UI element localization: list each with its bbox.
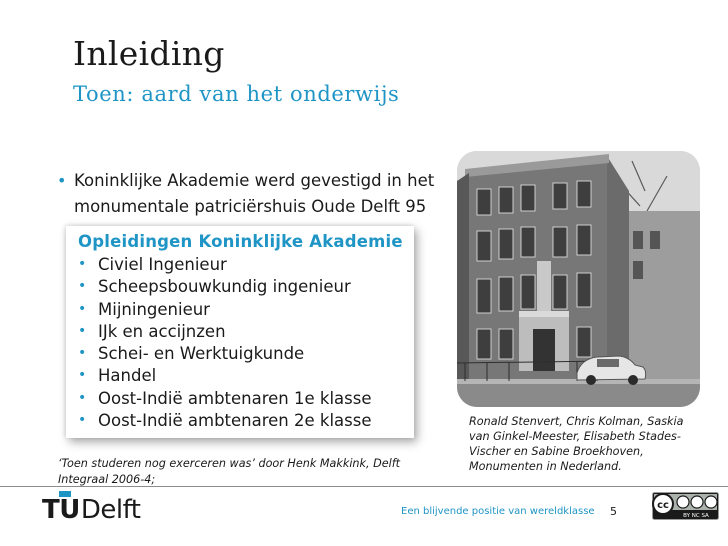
list-item-label: Schei- en Werktuigkunde [98, 344, 305, 364]
bullet-text: Koninklijke Akademie werd gevestigd in het monumentale patriciërshuis Oude Delft 95 [74, 171, 435, 216]
page-number: 5 [610, 505, 617, 518]
bullet-point [57, 168, 437, 220]
programs-list [74, 254, 372, 432]
license-badge-text: BY NC SA [683, 513, 709, 519]
source-quote: ‘Toen studeren nog exerceren was’ door Henk Makkink, Delft Integraal 2006-4; [58, 457, 401, 486]
bullet-dot-icon: • [78, 300, 87, 317]
bullet-dot-icon: • [78, 345, 87, 362]
list-item [74, 343, 372, 365]
list-item [74, 254, 372, 276]
logo-delft: Delft [80, 495, 141, 525]
bullet-dot-icon: • [78, 322, 87, 339]
list-item [74, 299, 372, 321]
list-item [74, 365, 372, 387]
bullet-dot-icon: • [78, 367, 87, 384]
list-item-label: Scheepsbouwkundig ingenieur [98, 277, 351, 297]
list-item [74, 388, 372, 410]
programs-box-title: Opleidingen Koninklijke Akademie [78, 232, 403, 251]
bullet-dot-icon: • [57, 171, 67, 190]
list-item-label: Handel [98, 366, 157, 386]
list-item [74, 410, 372, 432]
photo-caption: Ronald Stenvert, Chris Kolman, Saskia van Ginkel-Meester, Elisabeth Stades-Vischer en Sabine Broekhoven, Monumenten in Nederland. [469, 415, 684, 473]
list-item-label: Civiel Ingenieur [98, 255, 227, 274]
svg-text:cc: cc [657, 500, 669, 511]
list-item [74, 276, 372, 298]
list-item-label: Mijningenieur [98, 299, 210, 319]
slide-subtitle: Toen: aard van het onderwijs [73, 82, 400, 106]
list-item-label: Oost-Indië ambtenaren 1e klasse [98, 388, 372, 408]
bullet-dot-icon: • [78, 412, 87, 429]
building-photo [457, 151, 700, 407]
bullet-dot-icon: • [78, 256, 87, 272]
slide-title: Inleiding [73, 34, 225, 73]
tu-delft-logo [42, 495, 141, 525]
bullet-dot-icon: • [78, 389, 87, 406]
list-item-label: IJk en accijnzen [98, 321, 226, 341]
programs-box [66, 226, 414, 438]
list-item [74, 321, 372, 343]
footer-divider [0, 486, 728, 487]
bullet-dot-icon: • [78, 278, 87, 295]
footer-tagline: Een blijvende positie van wereldklasse [401, 506, 595, 517]
list-item-label: Oost-Indië ambtenaren 2e klasse [98, 411, 372, 431]
logo-tu: TU [42, 495, 80, 525]
creative-commons-by-nc-sa-icon [652, 492, 719, 520]
